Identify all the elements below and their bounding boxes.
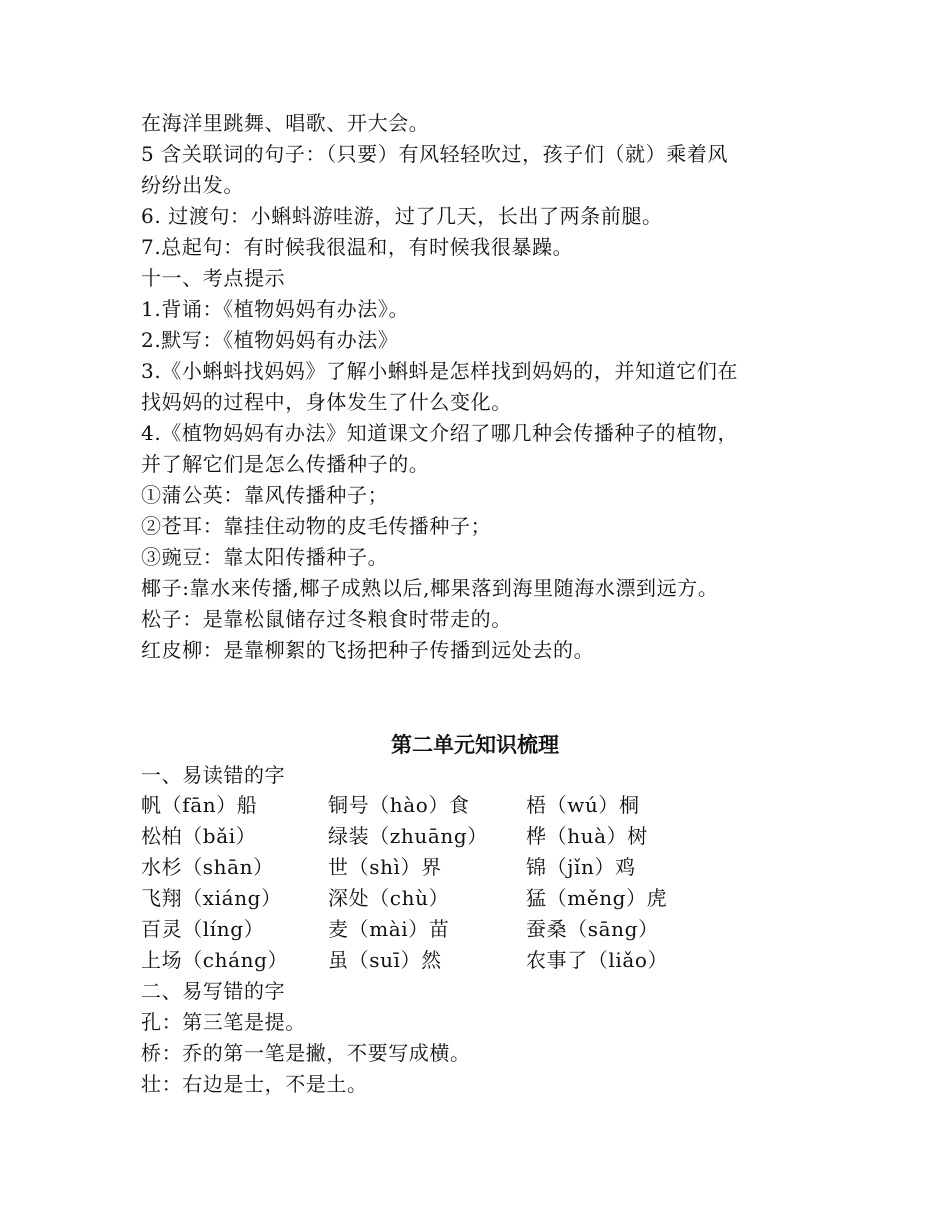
text-line: 5 含关联词的句子：（只要）有风轻轻吹过，孩子们（就）乘着风: [141, 142, 729, 166]
text-line: 4.《植物妈妈有办法》知道课文介绍了哪几种会传播种子的植物，: [141, 421, 739, 445]
pinyin-item: 上场（cháng）: [141, 948, 289, 972]
pinyin-item: 虽（suī）然: [328, 948, 442, 972]
text-line: 纷纷出发。: [141, 173, 244, 197]
text-line: 7.总起句：有时候我很温和，有时候我很暴躁。: [141, 235, 574, 259]
pinyin-item: 蚕桑（sāng）: [526, 917, 659, 941]
text-line: 桥：乔的第一笔是撇，不要写成横。: [141, 1041, 471, 1065]
text-line: 壮：右边是士，不是土。: [141, 1072, 368, 1096]
pinyin-item: 梧（wú）桐: [526, 793, 640, 817]
pinyin-item: 猛（měng）虎: [526, 886, 668, 910]
unit-title: 第二单元知识梳理: [391, 733, 559, 757]
pinyin-item: 飞翔（xiáng）: [141, 886, 282, 910]
pinyin-item: 麦（mài）苗: [328, 917, 450, 941]
pinyin-item: 松柏（bǎi）: [141, 824, 257, 848]
list-item: ①蒲公英：靠风传播种子；: [141, 483, 389, 507]
pinyin-item: 农事了（liǎo）: [526, 948, 669, 972]
text-line: 找妈妈的过程中，身体发生了什么变化。: [141, 390, 512, 414]
section-heading: 一、易读错的字: [141, 763, 286, 787]
text-line: 1.背诵：《植物妈妈有办法》。: [141, 297, 410, 321]
text-line: 椰子:靠水来传播,椰子成熟以后,椰果落到海里随海水漂到远方。: [141, 576, 719, 600]
list-item: ②苍耳：靠挂住动物的皮毛传播种子；: [141, 514, 492, 538]
text-line: 红皮柳：是靠柳絮的飞扬把种子传播到远处去的。: [141, 638, 595, 662]
text-line: 3.《小蝌蚪找妈妈》了解小蝌蚪是怎样找到妈妈的，并知道它们在: [141, 359, 739, 383]
section-heading: 二、易写错的字: [141, 979, 286, 1003]
pinyin-item: 深处（chù）: [328, 886, 450, 910]
section-heading: 十一、考点提示: [141, 266, 286, 290]
text-line: 孔：第三笔是提。: [141, 1010, 306, 1034]
pinyin-item: 世（shì）界: [328, 855, 442, 879]
pinyin-item: 帆（fān）船: [141, 793, 258, 817]
list-item: ③豌豆：靠太阳传播种子。: [141, 545, 389, 569]
pinyin-item: 百灵（líng）: [141, 917, 265, 941]
pinyin-item: 锦（jǐn）鸡: [526, 855, 636, 879]
text-line: 并了解它们是怎么传播种子的。: [141, 452, 430, 476]
text-line: 2.默写：《植物妈妈有办法》: [141, 328, 399, 352]
pinyin-item: 水杉（shān）: [141, 855, 274, 879]
pinyin-item: 桦（huà）树: [526, 824, 648, 848]
pinyin-item: 绿装（zhuāng）: [328, 824, 488, 848]
text-line: 松子：是靠松鼠储存过冬粮食时带走的。: [141, 607, 512, 631]
text-line: 6. 过渡句：小蝌蚪游哇游，过了几天，长出了两条前腿。: [141, 204, 663, 228]
text-line: 在海洋里跳舞、唱歌、开大会。: [141, 111, 430, 135]
pinyin-item: 铜号（hào）食: [328, 793, 470, 817]
